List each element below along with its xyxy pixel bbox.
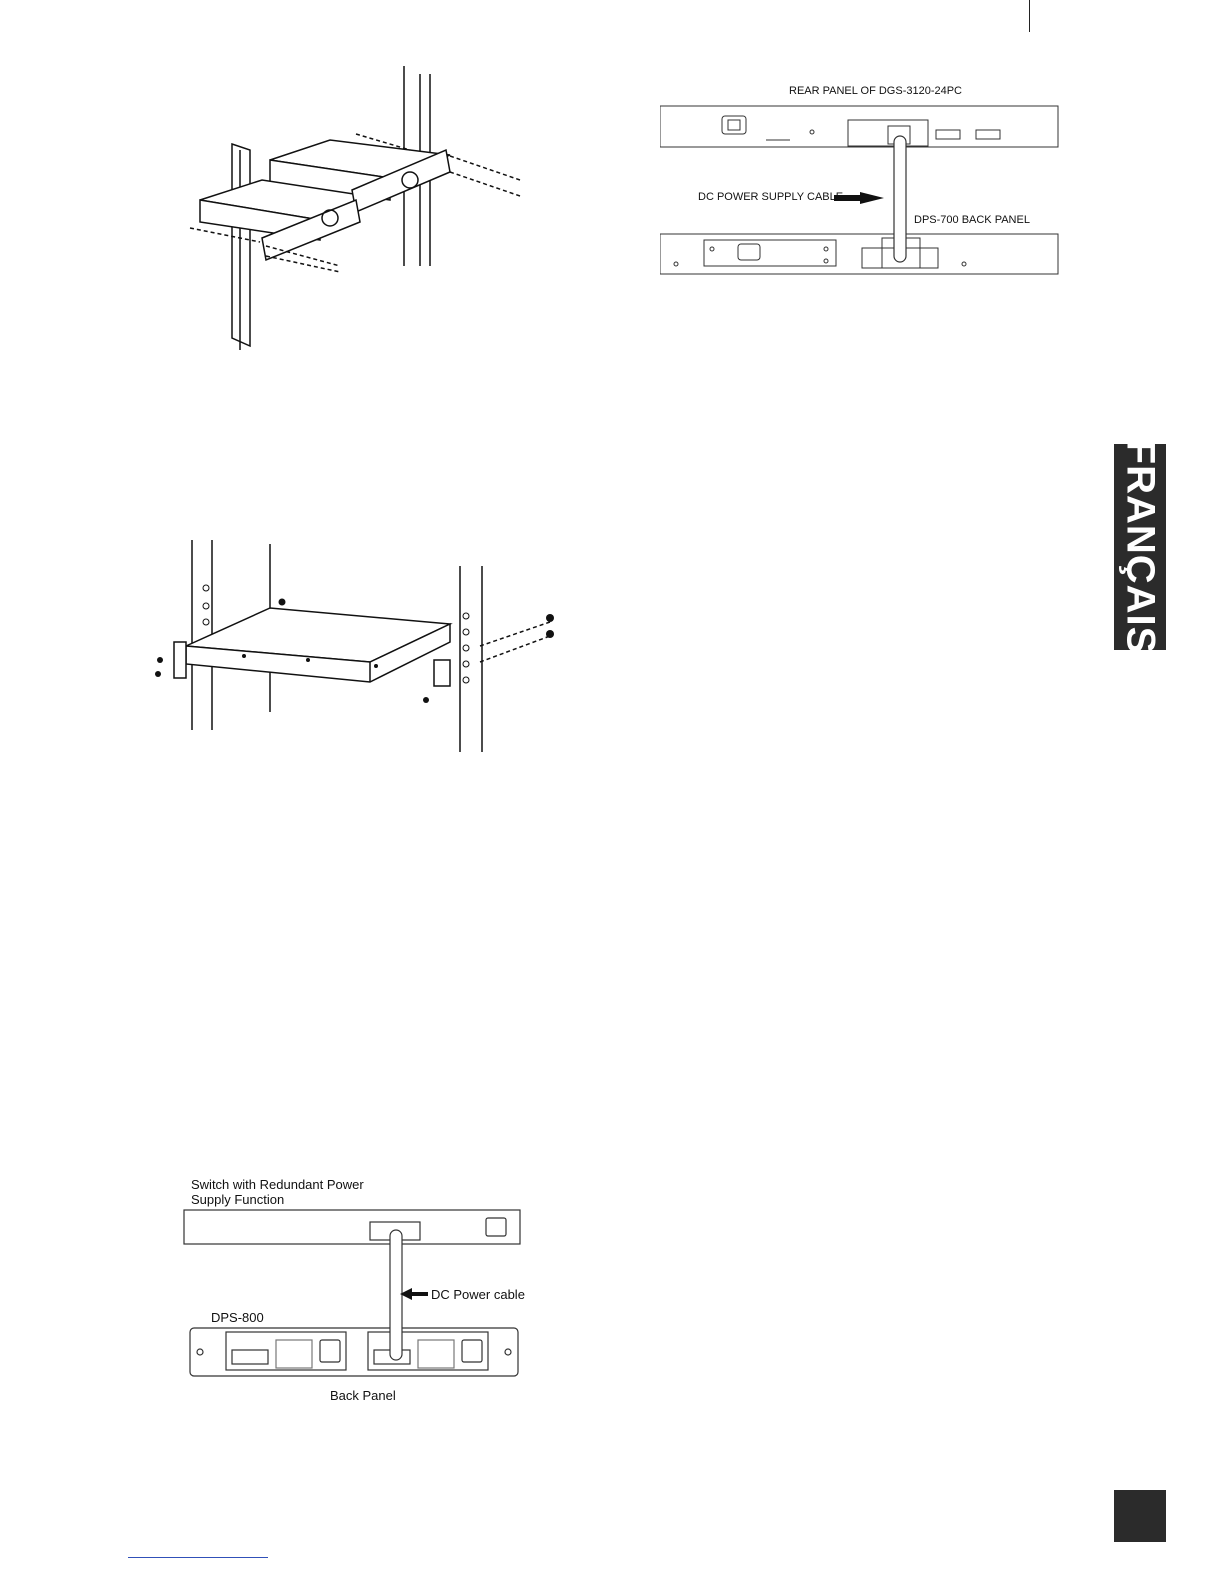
dps800-diagram bbox=[180, 1176, 540, 1406]
back-panel-label: Back Panel bbox=[330, 1388, 396, 1403]
footer-link[interactable] bbox=[128, 1557, 268, 1558]
rear-panel-diagram bbox=[660, 80, 1060, 280]
page-number-box bbox=[1114, 1490, 1166, 1542]
rear-panel-title: REAR PANEL OF DGS-3120-24PC bbox=[789, 85, 963, 97]
rack-installation-illustration bbox=[150, 536, 590, 766]
switch-label-line1: Switch with Redundant Power bbox=[191, 1177, 364, 1192]
cable-label: DC POWER SUPPLY CABLE bbox=[698, 191, 844, 203]
dc-power-cable-label: DC Power cable bbox=[431, 1287, 525, 1302]
switch-label-line2: Supply Function bbox=[191, 1192, 285, 1207]
back-panel-label: DPS-700 BACK PANEL bbox=[914, 214, 1030, 226]
language-tab bbox=[1114, 439, 1166, 655]
language-tab-label: FRANÇAIS bbox=[1118, 439, 1163, 655]
crop-mark bbox=[1029, 0, 1030, 32]
rack-bracket-illustration bbox=[180, 60, 540, 350]
dps800-label: DPS-800 bbox=[211, 1310, 264, 1325]
